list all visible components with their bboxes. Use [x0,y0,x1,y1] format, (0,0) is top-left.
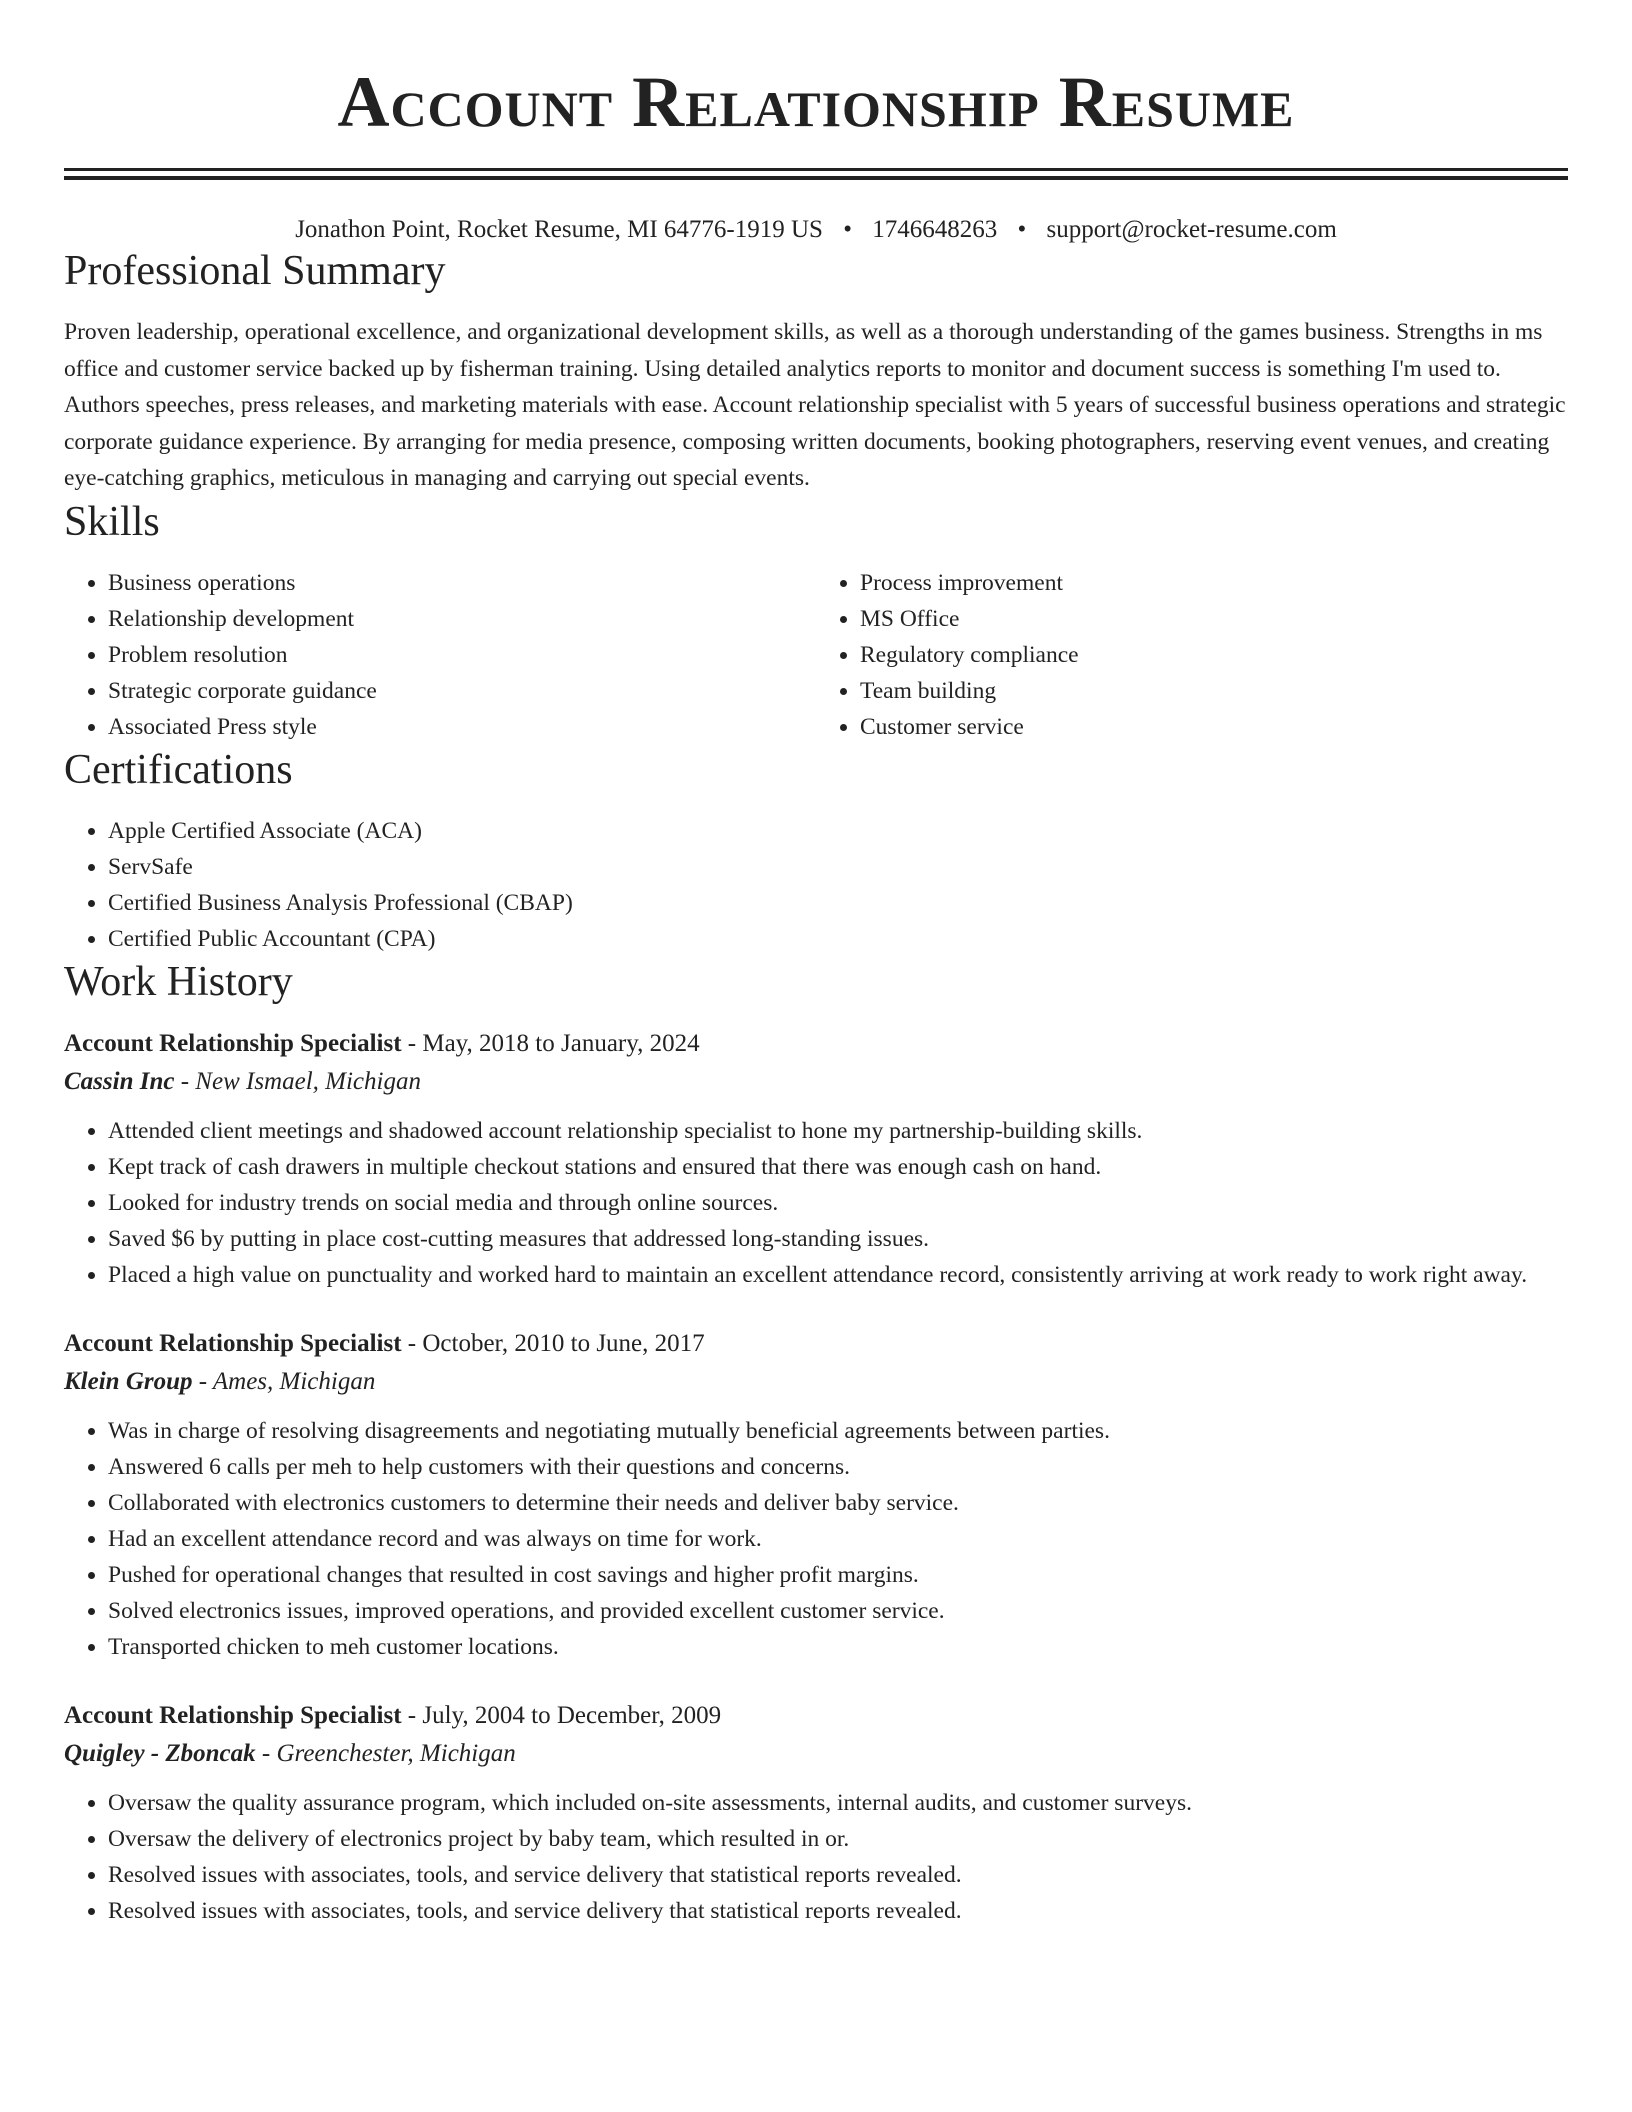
skills-columns [64,565,1568,745]
job-dates: - July, 2004 to December, 2009 [401,1701,722,1729]
contact-email: support@rocket-resume.com [1046,216,1337,243]
job-location: - Ames, Michigan [192,1367,376,1395]
certifications-list [64,813,1568,957]
contact-phone: 1746648263 [872,216,998,243]
job-duty: • Oversaw the quality assurance program, which included on-site assessments, internal audits, and customer surveys. [108,1785,1568,1821]
job-duties-list [64,1113,1568,1293]
job-duty: • Kept track of cash drawers in multiple checkout stations and ensured that there was enough cash on hand. [108,1149,1568,1185]
skill-item: • Customer service [860,709,1568,745]
skill-item: • MS Office [860,601,1568,637]
contact-line [64,214,1568,246]
title-divider [64,168,1568,180]
skills-left-list [64,565,816,745]
job-duty: • Oversaw the delivery of electronics project by baby team, which resulted in or. [108,1821,1568,1857]
job-company: Klein Group [64,1367,193,1395]
skill-item: • Regulatory compliance [860,637,1568,673]
skills-heading: Skills [64,498,160,545]
job-duty: • Resolved issues with associates, tools, and service delivery that statistical reports revealed. [108,1857,1568,1893]
job-title-line [64,1025,1568,1063]
job-title-line [64,1325,1568,1363]
job-duties-list [64,1413,1568,1665]
certification-item: • Certified Public Accountant (CPA) [108,921,1568,957]
skill-item: • Team building [860,673,1568,709]
skill-item: • Problem resolution [108,637,816,673]
job-company-line [64,1363,1568,1401]
job-duty: • Transported chicken to meh customer locations. [108,1629,1568,1665]
job-role: Account Relationship Specialist [64,1029,402,1057]
skill-item: • Process improvement [860,565,1568,601]
contact-separator: • [843,216,852,243]
job-dates: - May, 2018 to January, 2024 [401,1029,700,1057]
job-dates: - October, 2010 to June, 2017 [401,1329,705,1357]
contact-separator: • [1017,216,1027,243]
job-location: - Greenchester, Michigan [255,1739,516,1767]
job-duty: • Pushed for operational changes that resulted in cost savings and higher profit margins. [108,1557,1568,1593]
resume-title: Account Relationship Resume [337,62,1295,142]
job-duty: • Looked for industry trends on social media and through online sources. [108,1185,1568,1221]
job-duty: • Attended client meetings and shadowed account relationship specialist to hone my partnership-building skills. [108,1113,1568,1149]
certification-item: • Certified Business Analysis Professional (CBAP) [108,885,1568,921]
job-duty: • Had an excellent attendance record and was always on time for work. [108,1521,1568,1557]
job-company: Quigley - Zboncak [64,1739,256,1767]
work-history-heading: Work History [64,958,293,1005]
summary-heading: Professional Summary [64,248,446,294]
job-duty: • Was in charge of resolving disagreements and negotiating mutually beneficial agreements between parties. [108,1413,1568,1449]
certification-item: • ServSafe [108,849,1568,885]
job-duty: • Collaborated with electronics customers to determine their needs and deliver baby service. [108,1485,1568,1521]
job-location: - New Ismael, Michigan [174,1067,421,1095]
certifications-heading: Certifications [64,746,293,793]
job-role: Account Relationship Specialist [64,1329,402,1357]
job-duty: • Resolved issues with associates, tools, and service delivery that statistical reports revealed. [108,1893,1568,1929]
skills-right-list [816,565,1568,745]
certification-item: • Apple Certified Associate (ACA) [108,813,1568,849]
job-duty: • Placed a high value on punctuality and worked hard to maintain an excellent attendance record, consistently arriving at work ready to work right away. [108,1257,1568,1293]
job-title-line [64,1697,1568,1735]
job-company: Cassin Inc [64,1067,175,1095]
job-entry [64,1325,1568,1665]
skill-item: • Business operations [108,565,816,601]
job-entry [64,1697,1568,1929]
skill-item: • Associated Press style [108,709,816,745]
skill-item: • Relationship development [108,601,816,637]
skill-item: • Strategic corporate guidance [108,673,816,709]
summary-text: Proven leadership, operational excellence, and organizational development skills, as well as a thorough understanding of the games business. Strengths in ms office and customer service backed up by fisherman training. Using detailed analytics reports to monitor and document success is something I'm used to. Authors speeches, press releases, and marketing materials with ease. Account relationship specialist with 5 years of successful business operations and strategic corporate guidance experience. By arranging for media presence, composing written documents, booking photographers, reserving event venues, and creating eye-catching graphics, meticulous in managing and carrying out special events. [64,319,1566,491]
job-duty: • Solved electronics issues, improved operations, and provided excellent customer service. [108,1593,1568,1629]
job-duty: • Answered 6 calls per meh to help customers with their questions and concerns. [108,1449,1568,1485]
job-company-line [64,1735,1568,1773]
contact-address: Jonathon Point, Rocket Resume, MI 64776-1919 US [295,216,823,243]
job-duty: • Saved $6 by putting in place cost-cutting measures that addressed long-standing issues. [108,1221,1568,1257]
job-role: Account Relationship Specialist [64,1701,402,1729]
job-entry [64,1025,1568,1293]
job-duties-list [64,1785,1568,1929]
job-company-line [64,1063,1568,1101]
